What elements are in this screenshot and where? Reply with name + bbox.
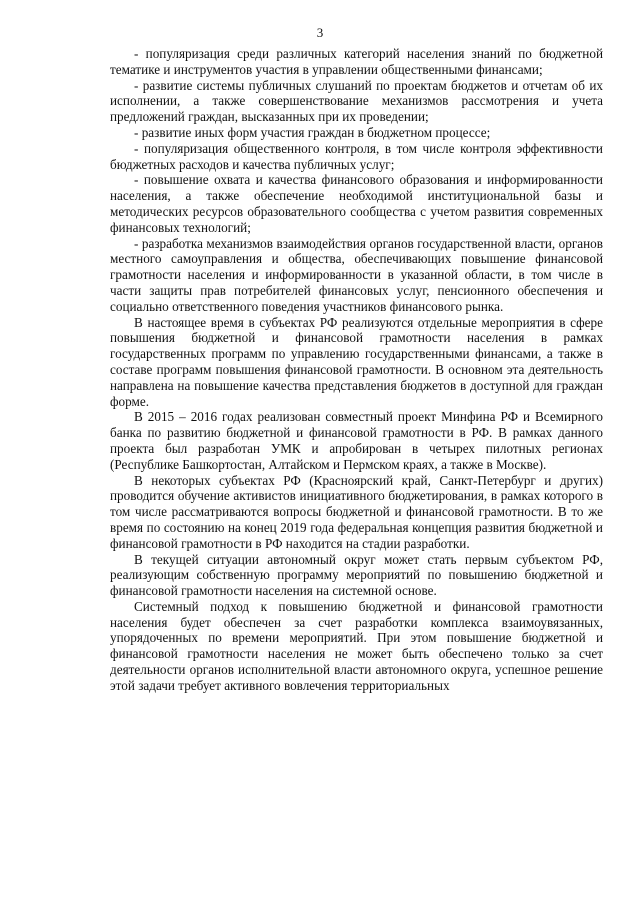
- paragraph-autonomous-district: В текущей ситуации автономный округ может стать первым субъектом РФ, реализующим собственную программу мероприятий по повышению бюджетной и финансовой грамотности населения на системной основе.: [110, 551, 603, 599]
- paragraph-systemic-approach: Системный подход к повышению бюджетной и финансовой грамотности населения будет обеспечен за счет разработки комплекса взаимоувязанных, упорядоченных по времени мероприятий. При этом повышение бюджетной и финансовой грамотности населения не может быть обеспечено только за счет деятельности органов исполнительной власти автономного округа, успешное решение этой задачи требует активного вовлечения территориальных: [110, 598, 603, 693]
- list-item-financial-education: - повышение охвата и качества финансового образования и информированности населения, а также обеспечение необходимой институциональной базы и методических ресурсов образовательного сообщества с учетом развития современных финансовых технологий;: [110, 172, 603, 235]
- list-item-public-control: - популяризация общественного контроля, в том числе контроля эффективности бюджетных расходов и качества публичных услуг;: [110, 140, 603, 172]
- list-item-participation-forms: - развитие иных форм участия граждан в бюджетном процессе;: [134, 124, 491, 140]
- document-body: [110, 46, 603, 694]
- list-item-public-hearings: - развитие системы публичных слушаний по проектам бюджетов и отчетам об их исполнении, а также совершенствование механизмов рассмотрения и учета предложений граждан, высказанных при их проведении;: [110, 77, 603, 125]
- paragraph-joint-project: В 2015 – 2016 годах реализован совместный проект Минфина РФ и Всемирного банка по развитию бюджетной и финансовой грамотности в РФ. В рамках данного проекта был разработан УМК и апробирован в четырех пилотных регионах (Республике Башкортостан, Алтайском и Пермском краях, а также в Москве).: [110, 409, 603, 472]
- list-item-interaction-mechanisms: - разработка механизмов взаимодействия органов государственной власти, органов местного самоуправления и общества, обеспечивающих повышение финансовой грамотности населения и информированности в указанной области, в том числе в части защиты прав потребителей финансовых услуг, пенсионного обеспечения и социально ответственного поведения участников финансового рынка.: [110, 235, 603, 314]
- paragraph-current-measures: В настоящее время в субъектах РФ реализуются отдельные мероприятия в сфере повышения бюджетной и финансовой грамотности населения в рамках государственных программ по управлению государственными финансами, а также в составе программ повышения финансовой грамотности. В основном эта деятельность направлена на повышение качества представления бюджетов в доступной для граждан форме.: [110, 314, 603, 409]
- paragraph-regional-training: В некоторых субъектах РФ (Красноярский край, Санкт-Петербург и других) проводится обучение активистов инициативного бюджетирования, в рамках которого в том числе рассматриваются вопросы бюджетной и финансовой грамотности. В то же время по состоянию на конец 2019 года федеральная концепция развития бюджетной и финансовой грамотности в РФ находится на стадии разработки.: [110, 472, 603, 551]
- page-number: 3: [316, 25, 324, 40]
- list-item-popularization: - популяризация среди различных категорий населения знаний по бюджетной тематике и инструментов участия в управлении общественными финансами;: [110, 46, 603, 77]
